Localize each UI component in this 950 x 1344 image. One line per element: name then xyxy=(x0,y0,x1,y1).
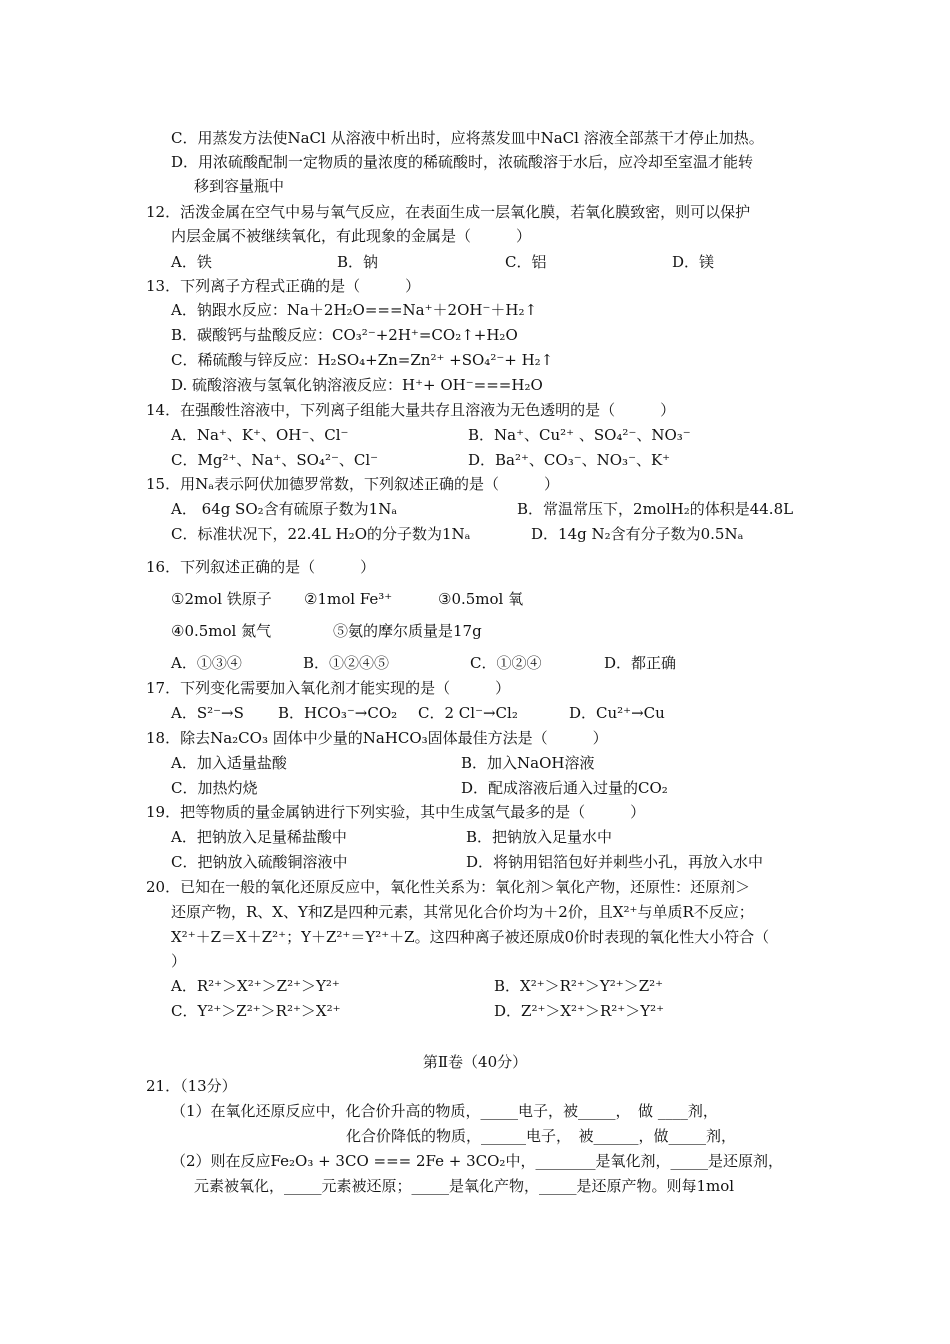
q18-option-a: A．加入适量盐酸 xyxy=(171,754,287,772)
q11-option-c: C．用蒸发方法使NaCl 从溶液中析出时，应将蒸发皿中NaCl 溶液全部蒸干才停止加热。 xyxy=(171,129,764,147)
q12-option-a: A．铁 xyxy=(171,253,212,271)
q14-option-c: C．Mg²⁺、Na⁺、SO₄²⁻、Cl⁻ xyxy=(171,451,379,469)
q14-option-b: B．Na⁺、Cu²⁺ 、SO₄²⁻、NO₃⁻ xyxy=(468,426,691,444)
q15-option-b: B．常温常压下，2molH₂的体积是44.8L xyxy=(517,500,794,518)
q18-option-b: B．加入NaOH溶液 xyxy=(461,754,595,772)
q21-stem: 21．（13分） xyxy=(146,1077,237,1095)
q18-option-c: C．加热灼烧 xyxy=(171,779,258,797)
q16-item-5: ⑤氨的摩尔质量是17g xyxy=(333,622,482,640)
q17-option-c: C．2 Cl⁻→Cl₂ xyxy=(418,704,518,722)
q16-option-d: D．都正确 xyxy=(604,654,677,672)
q12-option-b: B．钠 xyxy=(337,253,379,271)
q13-stem: 13．下列离子方程式正确的是（ ） xyxy=(146,277,421,295)
q21-part1-line1: （1）在氧化还原反应中，化合价升高的物质，_____电子，被_____， 做 ____剂， xyxy=(171,1102,718,1120)
q12-stem-cont: 内层金属不被继续氧化，有此现象的金属是（ ） xyxy=(171,227,532,245)
q18-option-d: D．配成溶液后通入过量的CO₂ xyxy=(461,779,668,797)
q19-option-d: D．将钠用铝箔包好并刺些小孔，再放入水中 xyxy=(466,853,764,871)
q12-option-d: D．镁 xyxy=(672,253,715,271)
q20-stem-line4: ） xyxy=(171,952,187,970)
q13-option-a: A．钠跟水反应：Na＋2H₂O===Na⁺＋2OH⁻＋H₂↑ xyxy=(171,301,538,319)
q14-option-d: D．Ba²⁺、CO₃⁻、NO₃⁻、K⁺ xyxy=(468,451,671,469)
q15-option-d: D．14g N₂含有分子数为0.5Nₐ xyxy=(531,525,744,543)
q12-stem: 12．活泼金属在空气中易与氧气反应，在表面生成一层氧化膜，若氧化膜致密，则可以保护 xyxy=(146,203,751,221)
q15-option-a: A． 64g SO₂含有硫原子数为1Nₐ xyxy=(171,500,398,518)
q17-stem: 17．下列变化需要加入氧化剂才能实现的是（ ） xyxy=(146,679,511,697)
q17-option-a: A．S²⁻→S xyxy=(171,704,244,722)
q17-option-b: B．HCO₃⁻→CO₂ xyxy=(278,704,398,722)
q15-stem: 15．用Nₐ表示阿伏加德罗常数，下列叙述正确的是（ ） xyxy=(146,475,560,493)
q16-item-3: ③0.5mol 氧 xyxy=(438,590,524,608)
q20-option-c: C．Y²⁺＞Z²⁺＞R²⁺＞X²⁺ xyxy=(171,1002,341,1020)
q13-option-d: D. 硫酸溶液与氢氧化钠溶液反应：H⁺+ OH⁻===H₂O xyxy=(171,376,543,394)
q19-option-a: A．把钠放入足量稀盐酸中 xyxy=(171,828,347,846)
q13-option-c: C．稀硫酸与锌反应：H₂SO₄+Zn=Zn²⁺ +SO₄²⁻+ H₂↑ xyxy=(171,351,554,369)
q11-option-d: D．用浓硫酸配制一定物质的量浓度的稀硫酸时，浓硫酸溶于水后，应冷却至室温才能转 xyxy=(171,153,754,171)
q21-part2-line1: （2）则在反应Fe₂O₃ + 3CO === 2Fe + 3CO₂中，________是氧化剂，_____是还原剂， xyxy=(171,1152,783,1170)
section-2-title: 第Ⅱ卷（40分） xyxy=(422,1053,528,1071)
q17-option-d: D．Cu²⁺→Cu xyxy=(569,704,665,722)
q16-option-a: A．①③④ xyxy=(171,654,242,672)
q16-item-1: ①2mol 铁原子 xyxy=(171,590,272,608)
q19-option-c: C．把钠放入硫酸铜溶液中 xyxy=(171,853,348,871)
q11-option-d-cont: 移到容量瓶中 xyxy=(194,177,285,195)
q18-stem: 18．除去Na₂CO₃ 固体中少量的NaHCO₃固体最佳方法是（ ） xyxy=(146,729,608,747)
q20-option-d: D．Z²⁺＞X²⁺＞R²⁺＞Y²⁺ xyxy=(494,1002,665,1020)
q16-item-2: ②1mol Fe³⁺ xyxy=(304,590,393,608)
q20-option-b: B．X²⁺＞R²⁺＞Y²⁺＞Z²⁺ xyxy=(494,977,664,995)
q21-part1-line2: 化合价降低的物质，______电子， 被______，做_____剂， xyxy=(346,1127,737,1145)
q20-stem-line3: X²⁺＋Z＝X＋Z²⁺；Y＋Z²⁺＝Y²⁺＋Z。这四种离子被还原成0价时表现的氧化性大小符合（ xyxy=(171,928,770,946)
q12-option-c: C．铝 xyxy=(505,253,547,271)
q15-option-c: C．标准状况下，22.4L H₂O的分子数为1Nₐ xyxy=(171,525,471,543)
q16-option-b: B．①②④⑤ xyxy=(303,654,390,672)
q16-option-c: C．①②④ xyxy=(470,654,542,672)
q19-stem: 19．把等物质的量金属钠进行下列实验，其中生成氢气最多的是（ ） xyxy=(146,803,646,821)
q16-item-4: ④0.5mol 氮气 xyxy=(171,622,272,640)
q20-stem: 20．已知在一般的氧化还原反应中，氧化性关系为：氧化剂＞氧化产物，还原性：还原剂＞ xyxy=(146,878,751,896)
q21-part2-line2: 元素被氧化，_____元素被还原；_____是氧化产物，_____是还原产物。则每1mol xyxy=(194,1177,735,1195)
q14-option-a: A．Na⁺、K⁺、OH⁻、Cl⁻ xyxy=(171,426,349,444)
q16-stem: 16．下列叙述正确的是（ ） xyxy=(146,558,376,576)
q19-option-b: B．把钠放入足量水中 xyxy=(466,828,613,846)
q20-option-a: A．R²⁺＞X²⁺＞Z²⁺＞Y²⁺ xyxy=(171,977,340,995)
q13-option-b: B．碳酸钙与盐酸反应：CO₃²⁻+2H⁺=CO₂↑+H₂O xyxy=(171,326,518,344)
q14-stem: 14．在强酸性溶液中，下列离子组能大量共存且溶液为无色透明的是（ ） xyxy=(146,401,676,419)
q20-stem-line2: 还原产物，R、X、Y和Z是四种元素，其常见化合价均为＋2价，且X²⁺与单质R不反应； xyxy=(171,903,754,921)
